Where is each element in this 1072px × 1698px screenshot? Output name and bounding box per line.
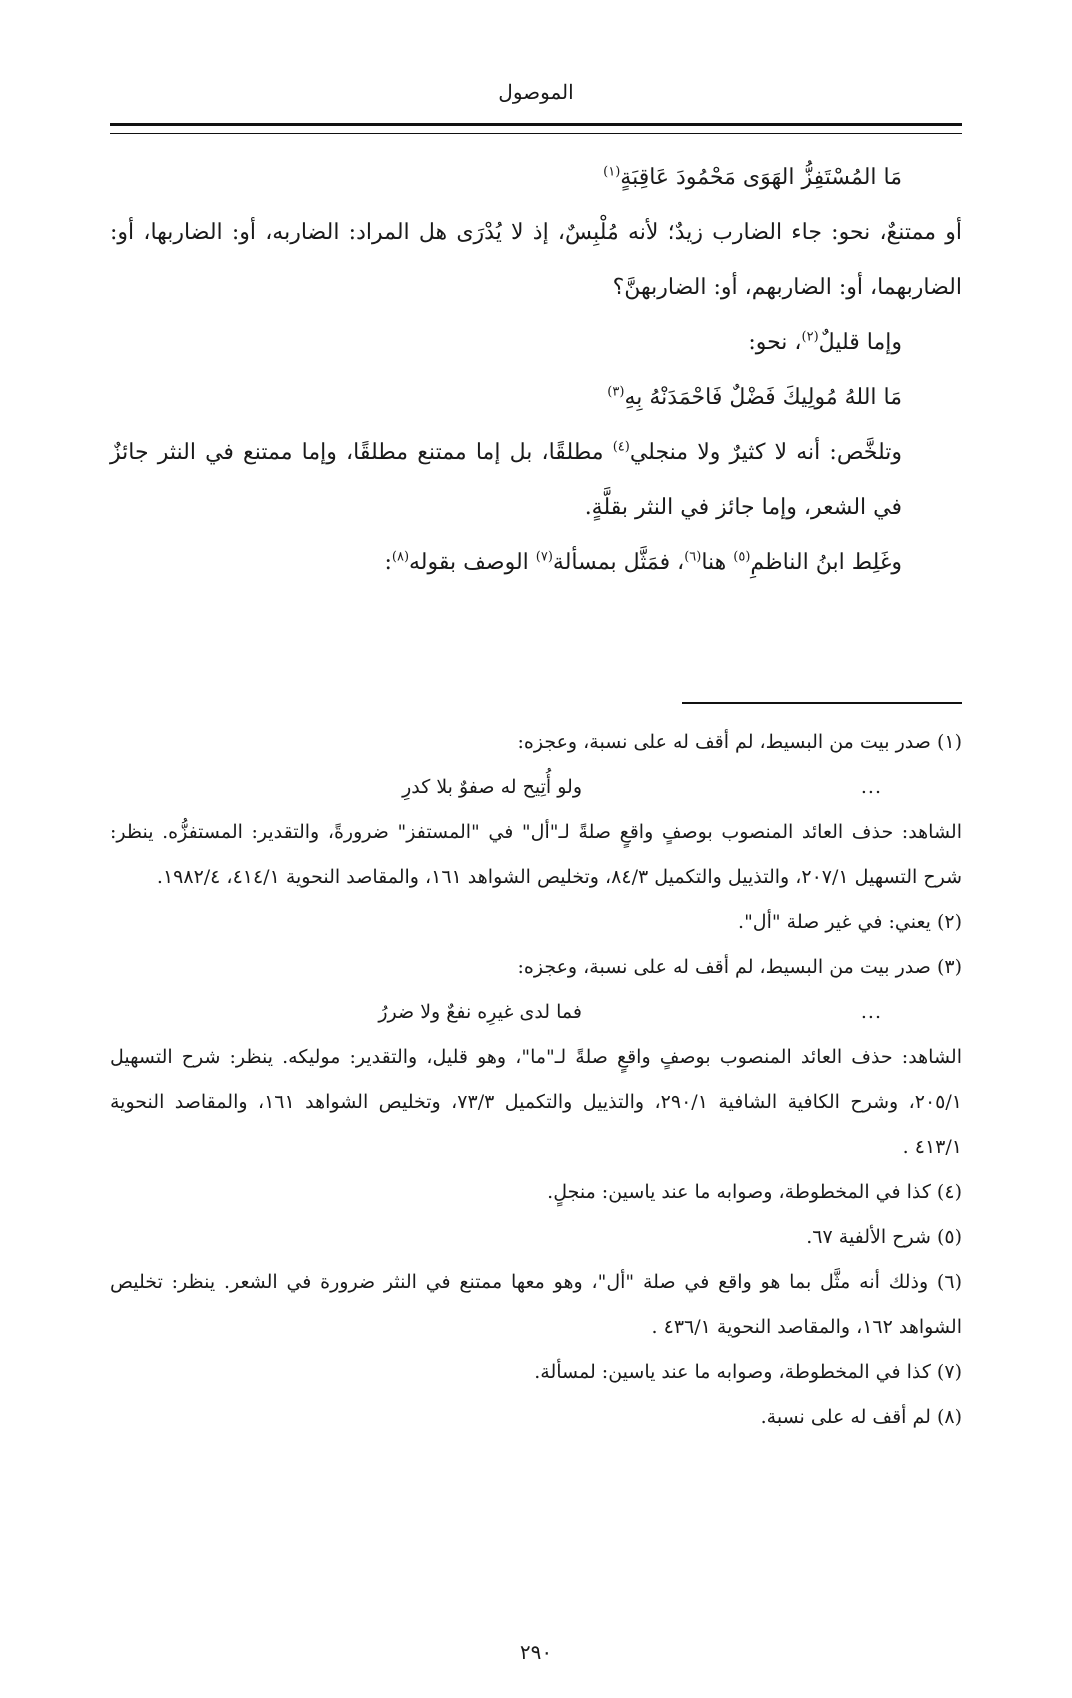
footnote-separator	[682, 702, 962, 704]
paragraph-text: وغَلِط ابنُ الناظمِ	[750, 550, 902, 575]
footnote-ref: (٧)	[535, 549, 553, 565]
hemistich-text: ولو أُتِيح له صفوٌ بلا كدرِ	[402, 776, 582, 798]
footnote-2: (٢) يعني: في غير صلة "أل".	[738, 911, 962, 933]
ellipsis: ...	[860, 776, 882, 798]
footnote-1-verse	[110, 765, 962, 810]
footnote-ref: (٨)	[391, 549, 410, 565]
footnote-3: (٣) صدر بيت من البسيط، لم أقف له على نسبة، وعجزه:	[517, 956, 962, 978]
ellipsis: ...	[860, 1001, 882, 1023]
footnote-3-witness: الشاهد: حذف العائد المنصوب بوصفٍ واقعٍ صلةً لـ"ما"، وهو قليل، والتقدير: موليكه. ينظر: شرح التسهيل ٢٠٥/١، وشرح الكافية الشافية ٢٩٠/١، والتذييل والتكميل ٧٣/٣، وتخليص الشواهد ١٦١، والمقاصد النحوية ٤١٣/١ .	[110, 1046, 962, 1158]
footnotes	[110, 720, 962, 1440]
paragraph-text: :	[384, 550, 392, 575]
page-number: ٢٩٠	[519, 1640, 553, 1664]
running-title: الموصول	[498, 80, 574, 104]
footnote-1-witness: الشاهد: حذف العائد المنصوب بوصفٍ واقعٍ صلةً لـ"أل" في "المستفز" ضرورةً، والتقدير: المستفزُّه. ينظر: شرح التسهيل ٢٠٧/١، والتذييل والتكميل ٨٤/٣، وتخليص الشواهد ١٦١، والمقاصد النحوية ٤١٤/١، ١٩٨٢/٤.	[110, 821, 962, 888]
paragraph-text: الوصف بقوله	[409, 550, 536, 575]
paragraph-text: مطلقًا، بل إما ممتنع مطلقًا، وإما ممتنع في النثر جائزٌ في الشعر، وإما جائز في النثر بقلَّةٍ.	[110, 440, 902, 520]
footnote-ref: (٦)	[684, 549, 702, 565]
verse-text: مَا المُسْتَفِزُّ الهَوَى مَحْمُودَ عَاقِبَةٍ	[620, 165, 902, 190]
paragraph	[110, 425, 962, 535]
verse-text: مَا اللهُ مُولِيكَ فَضْلٌ فَاحْمَدَنْهُ بِهِ	[624, 385, 902, 410]
paragraph-text: ، نحو:	[748, 330, 802, 355]
main-text	[110, 150, 962, 590]
verse-line	[110, 370, 962, 425]
footnote-5: (٥) شرح الألفية ٦٧.	[806, 1226, 962, 1248]
paragraph: أو ممتنعٌ، نحو: جاء الضارب زيدٌ؛ لأنه مُلْبِسٌ، إذ لا يُدْرَى هل المراد: الضاربه، أو: الضاربها، أو: الضاربهما، أو: الضاربهم، أو: الضاربهنَّ؟	[110, 220, 962, 300]
footnote-ref: (٥)	[733, 549, 751, 565]
footnote-6: (٦) وذلك أنه مثَّل بما هو واقع في صلة "أل"، وهو معها ممتنع في النثر ضرورة في الشعر. ينظر: تخليص الشواهد ١٦٢، والمقاصد النحوية ٤٣٦/١ .	[110, 1271, 962, 1338]
paragraph-text: هنا	[701, 550, 734, 575]
footnote-ref: (٢)	[801, 329, 819, 345]
footnote-ref: (٤)	[612, 439, 630, 455]
verse-line	[110, 150, 962, 205]
footnote-7: (٧) كذا في المخطوطة، وصوابه ما عند ياسين: لمسألة.	[534, 1361, 962, 1383]
footnote-ref: (٣)	[607, 384, 625, 400]
footnote-4: (٤) كذا في المخطوطة، وصوابه ما عند ياسين: منجلٍ.	[547, 1181, 962, 1203]
paragraph-text: وإما قليلٌ	[818, 330, 902, 355]
paragraph	[110, 315, 962, 370]
paragraph	[110, 535, 962, 590]
paragraph-text: ، فمَثَّل بمسألة	[552, 550, 685, 575]
header-rule-thick	[110, 123, 962, 126]
footnote-1: (١) صدر بيت من البسيط، لم أقف له على نسبة، وعجزه:	[517, 731, 962, 753]
hemistich-text: فما لدى غيرِه نفعٌ ولا ضررُ	[378, 1001, 582, 1023]
header-rule-thin	[110, 133, 962, 134]
book-page	[110, 0, 962, 1698]
paragraph-text: وتلخَّص: أنه لا كثيرٌ ولا منجلي	[629, 440, 903, 465]
footnote-8: (٨) لم أقف له على نسبة.	[760, 1406, 962, 1428]
footnote-3-verse	[110, 990, 962, 1035]
footnote-ref: (١)	[603, 164, 621, 180]
